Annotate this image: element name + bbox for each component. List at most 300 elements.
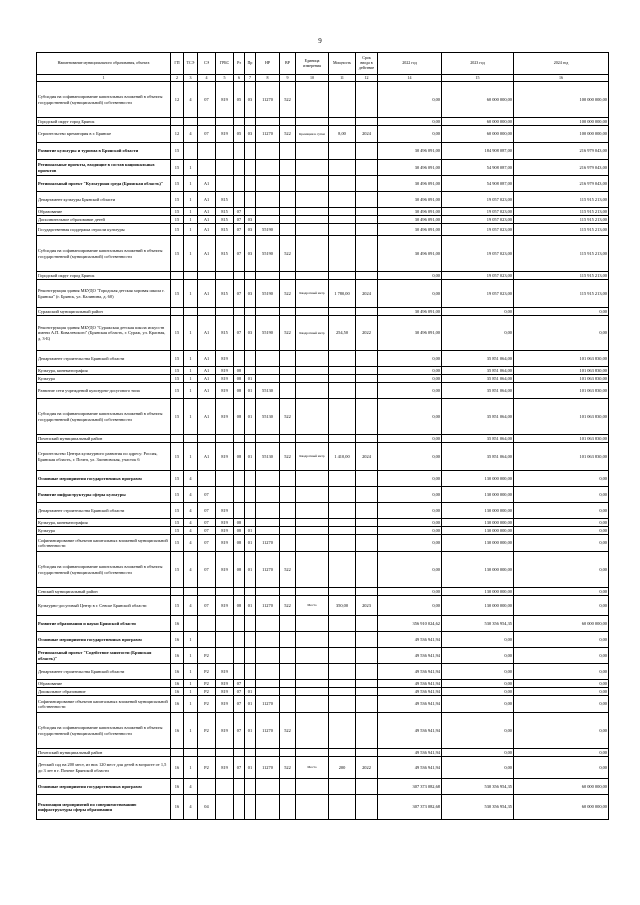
table-cell: Р2 — [198, 680, 216, 688]
table-cell — [356, 632, 378, 648]
table-cell — [245, 367, 256, 375]
table-cell: 0,00 — [514, 713, 609, 749]
table-cell — [329, 272, 356, 280]
table-cell: 4 — [184, 779, 198, 795]
table-cell: 60 000 000,00 — [442, 82, 514, 118]
table-cell — [329, 519, 356, 527]
table-cell: 819 — [216, 383, 234, 399]
table-cell — [184, 143, 198, 160]
table-cell — [256, 118, 280, 126]
table-cell: 522 — [280, 596, 296, 616]
table-cell: А1 — [198, 443, 216, 471]
table-cell — [329, 471, 356, 487]
table-cell — [245, 795, 256, 820]
table-cell: 1 — [184, 688, 198, 696]
table-cell — [234, 308, 245, 316]
table-cell: 0,00 — [378, 535, 442, 552]
table-cell — [256, 487, 280, 503]
table-cell: А1 — [198, 236, 216, 272]
table-cell: 530 356 954,35 — [442, 795, 514, 820]
table-cell: 07 — [234, 680, 245, 688]
table-cell: 1 — [184, 280, 198, 308]
column-number: 6 — [234, 75, 245, 82]
table-cell: Образование — [37, 208, 171, 216]
table-cell — [256, 192, 280, 208]
table-cell — [356, 688, 378, 696]
table-cell — [356, 519, 378, 527]
table-cell: 08 — [234, 383, 245, 399]
table-cell: 01 — [245, 375, 256, 383]
table-cell — [329, 664, 356, 680]
table-cell — [245, 680, 256, 688]
table-cell — [329, 208, 356, 216]
table-cell — [296, 696, 329, 713]
table-cell: 01 — [245, 713, 256, 749]
table-cell: 815 — [216, 208, 234, 216]
table-cell — [329, 648, 356, 664]
table-cell — [234, 471, 245, 487]
table-cell — [245, 272, 256, 280]
table-cell — [198, 272, 216, 280]
table-row — [37, 696, 609, 713]
table-cell — [234, 795, 245, 820]
table-cell: 35 851 064,00 — [442, 351, 514, 367]
table-cell — [280, 632, 296, 648]
table-cell: 819 — [216, 367, 234, 375]
table-cell — [171, 435, 184, 443]
table-cell: 03 — [245, 126, 256, 143]
column-number: 2 — [171, 75, 184, 82]
table-cell: 1 — [184, 648, 198, 664]
table-cell: 19 057 023,00 — [442, 272, 514, 280]
table-cell — [245, 351, 256, 367]
table-cell — [256, 351, 280, 367]
table-cell: 08 — [234, 367, 245, 375]
table-cell: Почепский муниципальный район — [37, 749, 171, 757]
table-cell: 01 — [245, 383, 256, 399]
table-cell: 49 536 941,94 — [378, 688, 442, 696]
table-cell: 0,00 — [442, 648, 514, 664]
table-cell: 30 496 091,00 — [378, 236, 442, 272]
table-cell: 4 — [184, 527, 198, 535]
table-cell: 254,50 — [329, 316, 356, 351]
table-cell: 307 373 082,68 — [378, 779, 442, 795]
table-cell — [329, 688, 356, 696]
table-cell: 4 — [184, 126, 198, 143]
table-cell — [184, 118, 198, 126]
table-cell: 1 — [184, 632, 198, 648]
table-cell — [216, 616, 234, 632]
table-cell: 49 536 941,94 — [378, 648, 442, 664]
table-cell: 184 908 087,00 — [442, 143, 514, 160]
table-cell: 200 — [329, 757, 356, 779]
table-cell: 30 496 091,00 — [378, 308, 442, 316]
table-cell — [256, 503, 280, 519]
table-cell: 0,00 — [442, 749, 514, 757]
table-cell: 1 — [184, 176, 198, 192]
table-cell — [280, 696, 296, 713]
table-cell — [296, 632, 329, 648]
table-cell — [356, 118, 378, 126]
table-cell: Квадратный метр — [296, 443, 329, 471]
table-cell: 819 — [216, 519, 234, 527]
table-row — [37, 527, 609, 535]
table-cell: 1 410,00 — [329, 443, 356, 471]
table-cell: 01 — [245, 696, 256, 713]
table-cell: 0,00 — [514, 487, 609, 503]
table-cell — [296, 224, 329, 236]
table-cell — [280, 535, 296, 552]
table-cell: 07 — [198, 527, 216, 535]
table-cell — [256, 664, 280, 680]
table-cell — [171, 118, 184, 126]
table-cell — [216, 648, 234, 664]
table-cell — [234, 272, 245, 280]
table-cell: 819 — [216, 596, 234, 616]
table-body — [37, 82, 609, 820]
table-cell: 0,00 — [514, 527, 609, 535]
table-cell — [184, 435, 198, 443]
table-cell: 16 — [171, 688, 184, 696]
table-cell: 55190 — [256, 236, 280, 272]
table-cell — [296, 795, 329, 820]
table-cell: 2024 — [356, 443, 378, 471]
table-cell: 15 — [171, 596, 184, 616]
table-cell — [256, 272, 280, 280]
table-cell — [216, 160, 234, 176]
table-cell: 1 — [184, 757, 198, 779]
table-cell: 0,00 — [514, 471, 609, 487]
table-cell — [245, 503, 256, 519]
table-cell: А1 — [198, 176, 216, 192]
column-header: ГРБС — [216, 53, 234, 75]
table-cell: 19 057 023,00 — [442, 192, 514, 208]
table-cell — [216, 471, 234, 487]
table-cell — [329, 527, 356, 535]
column-header: НР — [256, 53, 280, 75]
table-cell: 07 — [234, 713, 245, 749]
table-cell — [356, 471, 378, 487]
table-cell — [234, 749, 245, 757]
table-row — [37, 208, 609, 216]
table-cell: Р2 — [198, 757, 216, 779]
table-cell — [216, 435, 234, 443]
table-cell — [216, 118, 234, 126]
table-cell — [356, 552, 378, 588]
table-cell — [280, 527, 296, 535]
column-header: Наименование муниципального образования, объекта — [37, 53, 171, 75]
table-cell: 1 — [184, 375, 198, 383]
table-cell — [234, 779, 245, 795]
table-cell: Культура, кинематография — [37, 367, 171, 375]
table-cell: 101 063 830,00 — [514, 383, 609, 399]
table-cell — [329, 224, 356, 236]
table-cell: 307 373 082,68 — [378, 795, 442, 820]
table-cell: 01 — [245, 527, 256, 535]
table-cell: Департамент строительства Брянской области — [37, 503, 171, 519]
table-cell: Региональный проект "Содействие занятости (Брянская область)" — [37, 648, 171, 664]
table-cell — [280, 588, 296, 596]
column-header: ВР — [280, 53, 296, 75]
table-cell — [296, 383, 329, 399]
table-cell: 07 — [198, 596, 216, 616]
table-cell: 03 — [245, 216, 256, 224]
table-cell — [280, 216, 296, 224]
table-cell — [356, 779, 378, 795]
table-cell: А1 — [198, 367, 216, 375]
table-cell — [245, 176, 256, 192]
table-cell — [256, 527, 280, 535]
table-cell: 2022 — [356, 757, 378, 779]
table-cell: 819 — [216, 688, 234, 696]
table-cell — [329, 399, 356, 435]
table-cell — [245, 208, 256, 216]
table-cell — [234, 192, 245, 208]
table-cell: 522 — [280, 126, 296, 143]
table-cell: Субсидия на софинансирование капитальных вложений в объекты государственной (муниципальной) собственности — [37, 552, 171, 588]
table-cell — [329, 435, 356, 443]
table-cell: 819 — [216, 126, 234, 143]
table-cell: Развитие культуры и туризма в Брянской области — [37, 143, 171, 160]
table-cell: 19 057 023,00 — [442, 224, 514, 236]
table-cell: 130 000 000,00 — [442, 503, 514, 519]
table-cell: 0,00 — [514, 588, 609, 596]
table-cell: 522 — [280, 236, 296, 272]
table-cell — [280, 176, 296, 192]
table-cell: 15 — [171, 519, 184, 527]
table-cell: Севский муниципальный район — [37, 588, 171, 596]
table-row — [37, 688, 609, 696]
table-cell — [245, 471, 256, 487]
table-cell: 130 000 000,00 — [442, 527, 514, 535]
table-cell — [216, 779, 234, 795]
table-cell — [245, 519, 256, 527]
table-cell — [256, 208, 280, 216]
table-cell: 815 — [216, 192, 234, 208]
table-cell — [234, 503, 245, 519]
table-cell: 08 — [234, 399, 245, 435]
table-cell: 15 — [171, 503, 184, 519]
table-row — [37, 503, 609, 519]
table-cell: 100 000 000,00 — [514, 82, 609, 118]
table-cell — [296, 367, 329, 375]
table-cell — [256, 688, 280, 696]
table-cell — [198, 779, 216, 795]
column-header: СЭ — [198, 53, 216, 75]
column-number: 10 — [296, 75, 329, 82]
table-cell — [356, 503, 378, 519]
table-row — [37, 192, 609, 208]
table-cell: 16 — [171, 632, 184, 648]
table-cell: 0,00 — [378, 367, 442, 375]
table-cell — [296, 680, 329, 688]
table-cell: 07 — [234, 316, 245, 351]
table-cell: 100 000 000,00 — [514, 126, 609, 143]
table-cell — [234, 648, 245, 664]
table-cell: 15 — [171, 552, 184, 588]
table-cell — [280, 375, 296, 383]
table-cell: 4 — [184, 795, 198, 820]
table-cell: 0,00 — [378, 399, 442, 435]
table-cell: 1 — [184, 236, 198, 272]
table-cell — [280, 471, 296, 487]
table-cell: 0,00 — [378, 375, 442, 383]
table-row — [37, 713, 609, 749]
table-cell: 54 908 087,00 — [442, 160, 514, 176]
table-cell: 55190 — [256, 224, 280, 236]
table-row — [37, 552, 609, 588]
table-cell: 16 — [171, 779, 184, 795]
table-cell: 01 — [245, 535, 256, 552]
table-cell: 819 — [216, 552, 234, 588]
table-cell: Суражский муниципальный район — [37, 308, 171, 316]
table-cell — [256, 749, 280, 757]
table-cell — [329, 375, 356, 383]
table-cell: 30 496 091,00 — [378, 143, 442, 160]
table-cell — [280, 272, 296, 280]
table-cell — [356, 535, 378, 552]
table-cell: 05 — [234, 82, 245, 118]
table-cell: 0,00 — [514, 503, 609, 519]
table-cell: 07 — [198, 503, 216, 519]
table-cell — [356, 176, 378, 192]
table-cell — [356, 216, 378, 224]
table-cell — [256, 779, 280, 795]
table-cell: 0,00 — [442, 316, 514, 351]
table-cell — [245, 308, 256, 316]
table-cell: Культура — [37, 527, 171, 535]
table-cell: 1 — [184, 696, 198, 713]
table-cell: Место — [296, 757, 329, 779]
column-number: 16 — [514, 75, 609, 82]
table-cell: А1 — [198, 375, 216, 383]
table-cell: 07 — [198, 535, 216, 552]
table-cell: 4 — [184, 503, 198, 519]
table-cell: 15 — [171, 375, 184, 383]
table-cell: 819 — [216, 680, 234, 688]
table-cell: 522 — [280, 280, 296, 308]
table-cell — [245, 616, 256, 632]
table-cell: 815 — [216, 216, 234, 224]
column-number: 11 — [329, 75, 356, 82]
table-cell — [356, 375, 378, 383]
table-cell — [329, 367, 356, 375]
table-row — [37, 383, 609, 399]
table-cell: Субсидия на софинансирование капитальных вложений в объекты государственной (муниципальной) собственности — [37, 236, 171, 272]
table-cell — [184, 616, 198, 632]
table-cell: Субсидия на софинансирование капитальных вложений в объекты государственной (муниципальной) собственности — [37, 713, 171, 749]
table-cell — [329, 236, 356, 272]
column-number: 14 — [378, 75, 442, 82]
table-cell — [356, 487, 378, 503]
table-cell — [329, 216, 356, 224]
table-cell — [216, 632, 234, 648]
table-cell — [198, 143, 216, 160]
table-cell: 0,00 — [514, 519, 609, 527]
table-cell: 07 — [234, 236, 245, 272]
table-cell — [296, 143, 329, 160]
table-cell: 16 — [171, 713, 184, 749]
table-cell: 15 — [171, 527, 184, 535]
table-row — [37, 224, 609, 236]
table-cell — [329, 192, 356, 208]
table-cell — [296, 688, 329, 696]
table-cell — [280, 160, 296, 176]
table-cell: Строительство крематория в г. Брянске — [37, 126, 171, 143]
table-cell: 815 — [216, 316, 234, 351]
table-cell — [280, 118, 296, 126]
table-cell: 522 — [280, 316, 296, 351]
table-cell — [356, 192, 378, 208]
table-cell: 01 — [245, 443, 256, 471]
table-cell: 07 — [234, 696, 245, 713]
column-header: Пр — [245, 53, 256, 75]
table-cell — [280, 664, 296, 680]
table-cell: 4 — [184, 552, 198, 588]
table-cell: 0,00 — [378, 519, 442, 527]
table-cell: 15 — [171, 443, 184, 471]
table-cell — [296, 272, 329, 280]
table-cell — [280, 688, 296, 696]
table-cell: 19 057 023,00 — [442, 216, 514, 224]
table-cell — [356, 308, 378, 316]
table-cell — [280, 680, 296, 688]
table-cell: 30 496 091,00 — [378, 176, 442, 192]
table-cell: 115 915 213,00 — [514, 272, 609, 280]
table-cell: 0,00 — [442, 757, 514, 779]
table-cell — [356, 749, 378, 757]
table-cell: 15 — [171, 316, 184, 351]
table-cell — [234, 351, 245, 367]
table-cell — [198, 471, 216, 487]
table-cell — [256, 519, 280, 527]
table-cell: А1 — [198, 216, 216, 224]
table-cell: 55130 — [256, 399, 280, 435]
table-cell — [216, 795, 234, 820]
column-number: 3 — [184, 75, 198, 82]
table-cell — [329, 749, 356, 757]
table-cell: Р2 — [198, 648, 216, 664]
table-row — [37, 471, 609, 487]
table-cell: 101 063 830,00 — [514, 351, 609, 367]
table-row — [37, 632, 609, 648]
table-cell: Государственная поддержка отрасли культуры — [37, 224, 171, 236]
table-cell: 0,00 — [442, 680, 514, 688]
table-cell: 01 — [245, 757, 256, 779]
table-cell — [234, 588, 245, 596]
table-cell — [296, 375, 329, 383]
table-cell — [216, 143, 234, 160]
table-cell: 35 851 064,00 — [442, 443, 514, 471]
table-cell — [234, 143, 245, 160]
table-cell — [356, 224, 378, 236]
column-header: ТСЭ — [184, 53, 198, 75]
table-cell: 101 063 830,00 — [514, 443, 609, 471]
table-cell: 819 — [216, 535, 234, 552]
table-cell — [356, 82, 378, 118]
table-cell: 01 — [245, 552, 256, 588]
table-cell — [234, 487, 245, 503]
table-row — [37, 375, 609, 383]
table-cell: А1 — [198, 224, 216, 236]
column-header: ГП — [171, 53, 184, 75]
column-number: 1 — [37, 75, 171, 82]
table-cell — [329, 487, 356, 503]
table-cell: А1 — [198, 208, 216, 216]
table-cell: 0,00 — [378, 471, 442, 487]
table-cell: 01 — [245, 596, 256, 616]
table-cell — [296, 192, 329, 208]
